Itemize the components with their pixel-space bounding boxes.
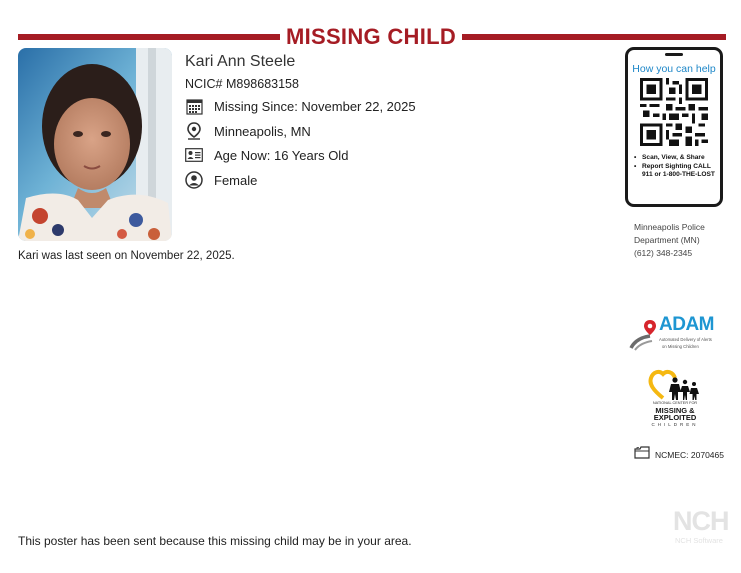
age-row [185,146,348,164]
folder-icon [634,446,650,464]
child-name: Kari Ann Steele [185,53,296,70]
adam-wordmark: ADAM [659,314,714,335]
ncic-number: NCIC# M898683158 [185,77,299,91]
qr-code[interactable] [640,78,708,146]
sex: Female [214,172,258,188]
help-title: How you can help [632,63,716,75]
agency-contact [634,221,734,260]
poster-title: MISSING CHILD [285,24,457,49]
location-pin-icon [185,122,203,140]
child-photo [18,48,172,241]
ncmec-line-1: NATIONAL CENTER FOR [652,401,698,405]
adam-logo [628,314,720,356]
case-number-row [634,446,724,464]
agency-line-2: Department (MN) [634,235,700,245]
location-row [185,122,311,140]
header-rule-right [462,34,726,40]
agency-phone[interactable]: (612) 348-2345 [634,248,693,258]
missing-since: Missing Since: November 22, 2025 [214,98,416,114]
help-item-scan: • Scan, View, & Share [634,154,720,162]
ncmec-case-number: NCMEC: 2070465 [655,450,724,460]
nch-watermark-brand: NCH Software [675,536,723,545]
ncmec-line-2a: MISSING & [655,406,695,415]
adam-tagline-1: Automated Delivery of Alerts [659,337,712,342]
id-card-icon [185,146,203,164]
person-icon [185,171,203,189]
adam-swoosh-icon [628,318,660,352]
help-list [634,154,720,180]
adam-tagline-2: on Missing Children [662,344,699,349]
agency-line-1: Minneapolis Police [634,222,705,232]
last-seen-note: Kari was last seen on November 22, 2025. [18,250,235,262]
sex-row [185,171,257,189]
calendar-icon [185,97,203,115]
nch-watermark-letters: NCH [673,506,729,536]
phone-notch [665,53,683,56]
location: Minneapolis, MN [214,123,311,139]
ncmec-line-2 [645,407,705,421]
help-phone-panel [625,47,723,207]
ncmec-heart-family-icon [645,368,705,402]
header-rule-left [18,34,280,40]
footer-note: This poster has been sent because this missing child may be in your area. [18,534,412,548]
ncmec-line-3: CHILDREN [651,422,699,427]
age-now: Age Now: 16 Years Old [214,147,349,163]
nch-watermark [673,506,731,548]
help-item-report: • Report Sighting CALL 911 or 1-800-THE-LOST [634,163,720,179]
ncmec-logo [645,368,705,430]
missing-since-row [185,97,416,115]
ncmec-line-2b: EXPLOITED [653,413,697,422]
